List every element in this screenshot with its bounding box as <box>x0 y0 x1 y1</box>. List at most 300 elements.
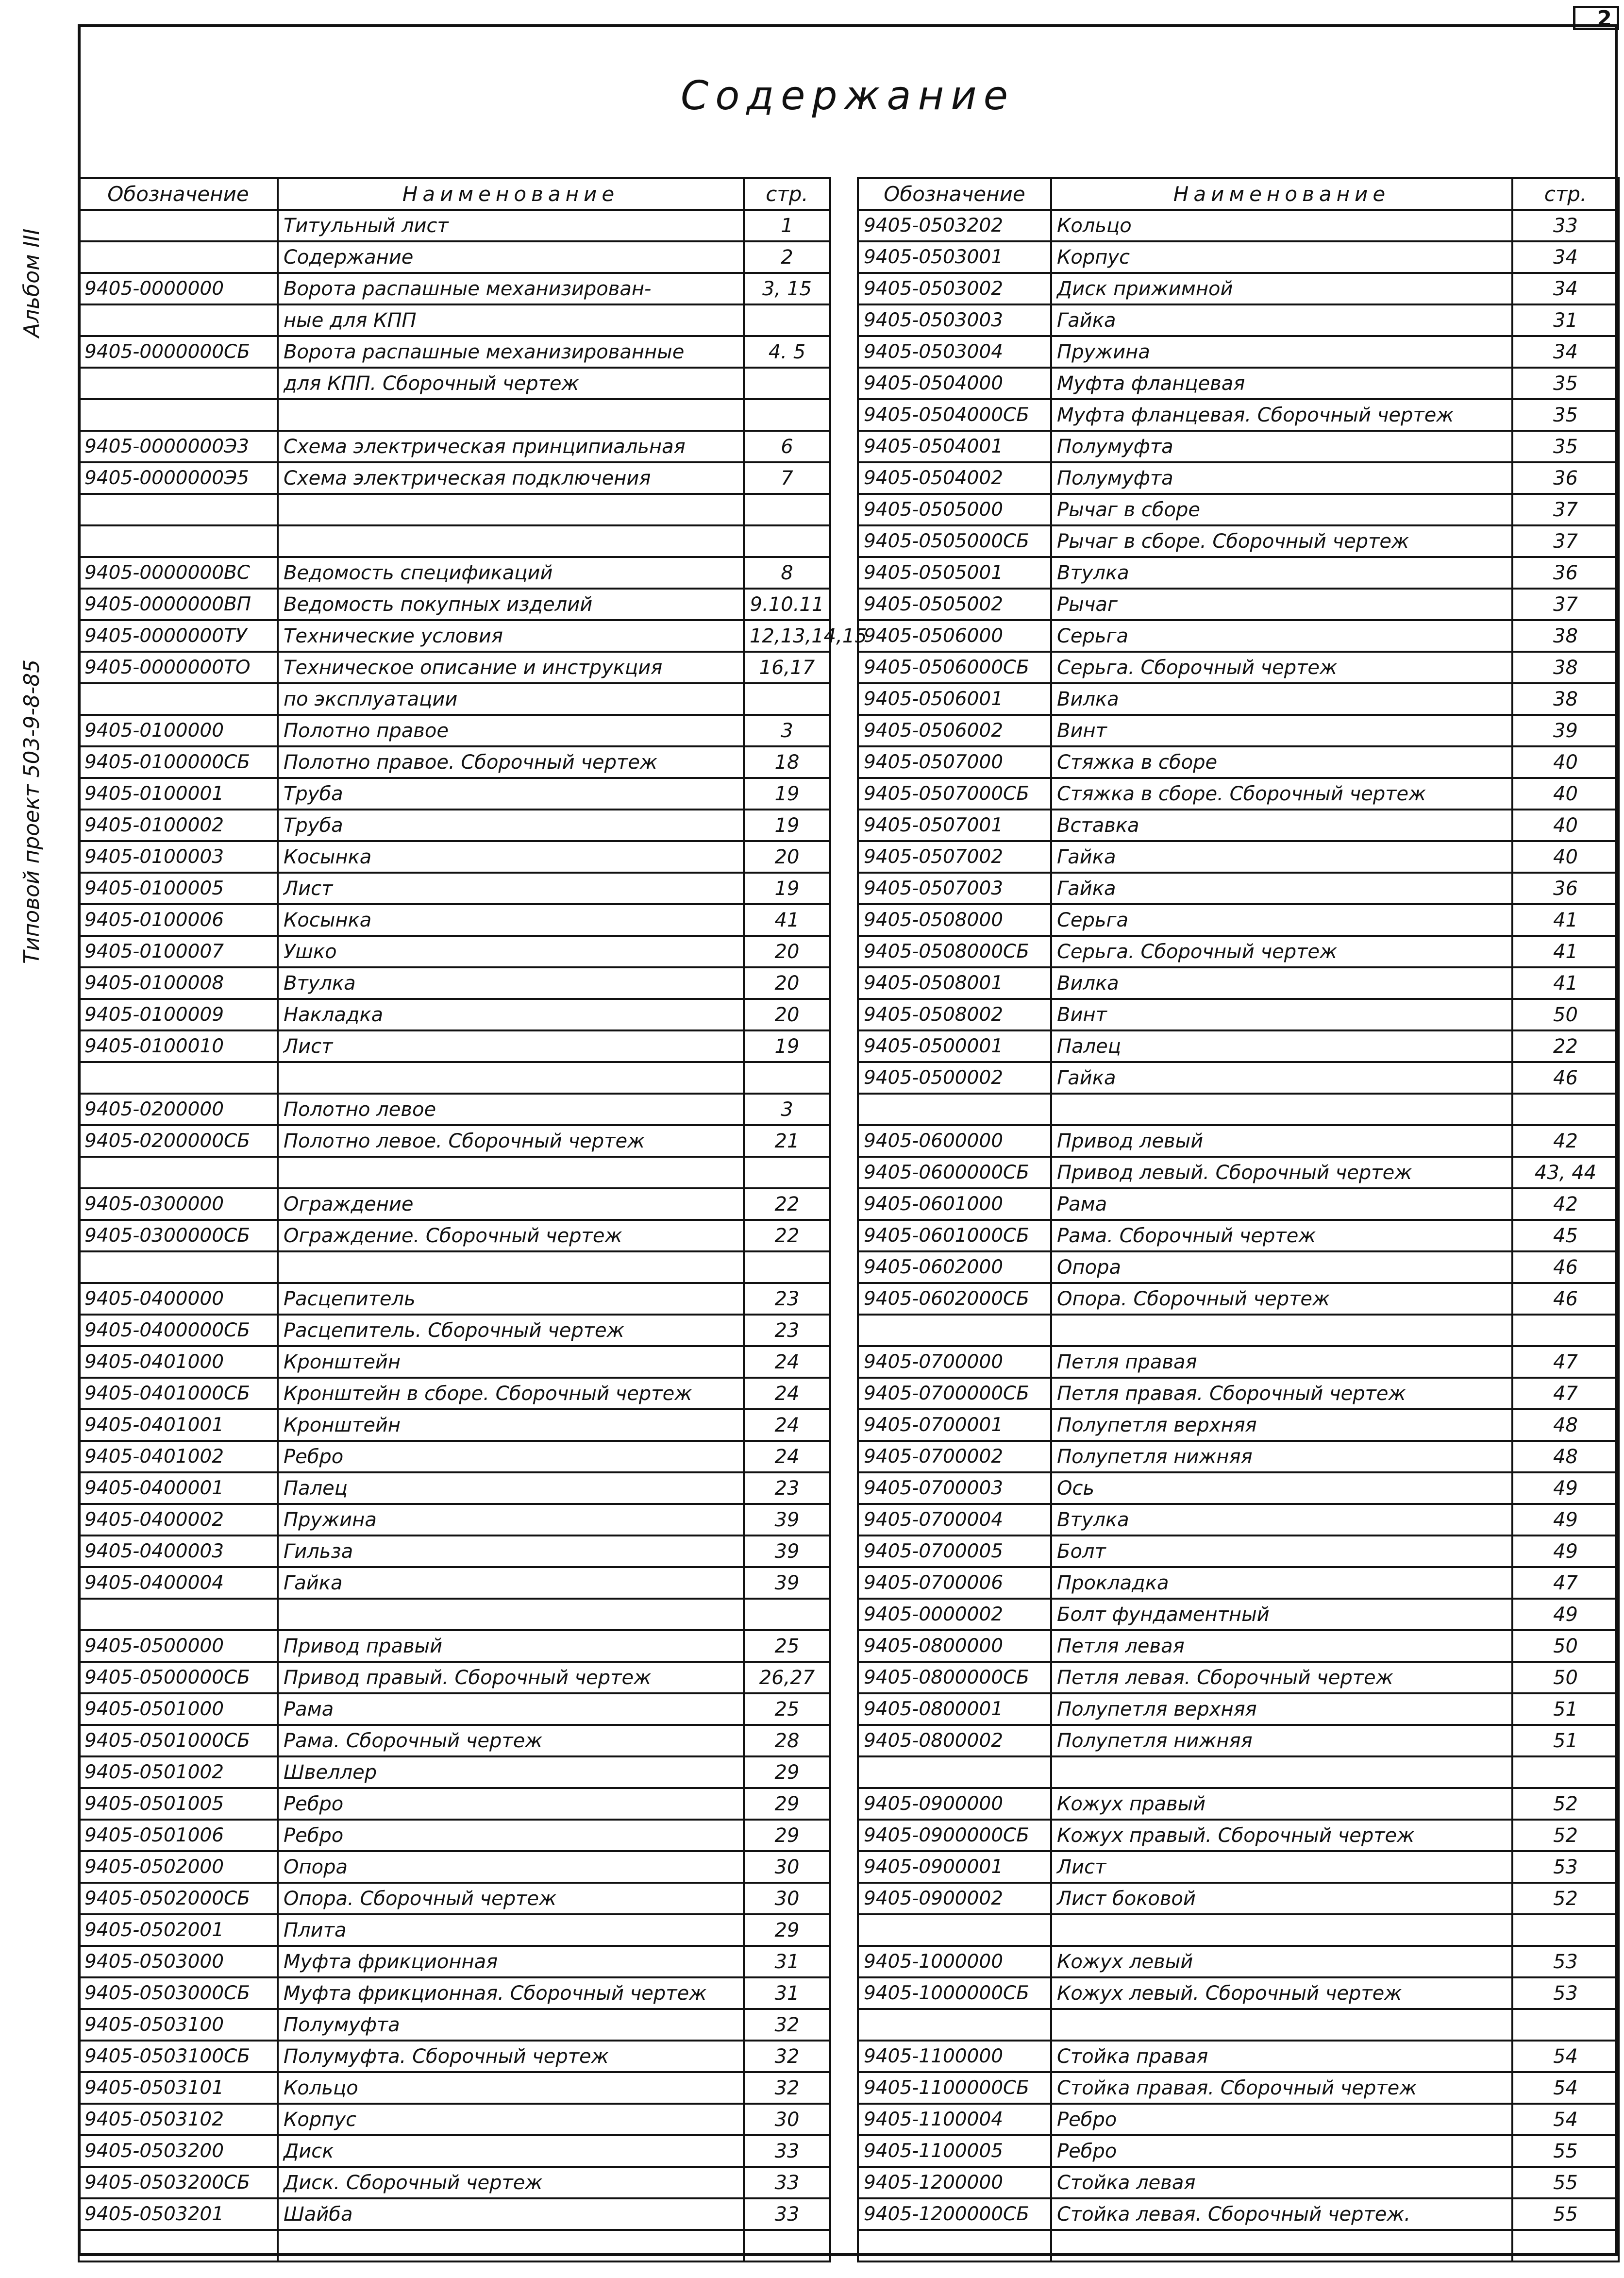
entry-code: 9405-0507000 <box>858 746 1051 778</box>
table-row <box>858 999 1619 1030</box>
entry-name: Гайка <box>1051 873 1512 904</box>
entry-page <box>744 1599 830 1630</box>
entry-name: Муфта фланцевая. Сборочный чертеж <box>1051 399 1512 431</box>
table-row <box>858 778 1619 810</box>
entry-page: 39 <box>1512 715 1619 746</box>
table-row <box>858 967 1619 999</box>
table-row <box>858 241 1619 273</box>
entry-code: 9405-0503201 <box>79 2198 278 2230</box>
entry-name: Петля правая <box>1051 1346 1512 1378</box>
entry-code: 9405-0503200 <box>79 2135 278 2167</box>
entry-code: 9405-0500000 <box>79 1630 278 1662</box>
entry-name: Корпус <box>1051 241 1512 273</box>
entry-page: 23 <box>744 1315 830 1346</box>
entry-name: Кронштейн <box>278 1346 744 1378</box>
table-row <box>858 936 1619 967</box>
table-row <box>79 1788 830 1820</box>
entry-code: 9405-0000000 <box>79 273 278 304</box>
table-row <box>79 2072 830 2104</box>
entry-name: Ограждение <box>278 1188 744 1220</box>
entry-code: 9405-0503003 <box>858 304 1051 336</box>
entry-code: 9405-0503101 <box>79 2072 278 2104</box>
entry-page: 30 <box>744 1851 830 1883</box>
entry-name: Кожух левый <box>1051 1946 1512 1977</box>
entry-page: 9.10.11 <box>744 589 830 620</box>
entry-page <box>744 399 830 431</box>
entry-code: 9405-0505000 <box>858 494 1051 525</box>
entry-name: Стяжка в сборе <box>1051 746 1512 778</box>
table-row <box>79 1378 830 1409</box>
table-row <box>79 1409 830 1441</box>
entry-page: 42 <box>1512 1188 1619 1220</box>
entry-code: 9405-0500001 <box>858 1030 1051 1062</box>
table-row <box>79 241 830 273</box>
entry-page: 55 <box>1512 2198 1619 2230</box>
entry-code: 9405-0507003 <box>858 873 1051 904</box>
entry-code: 9405-0502000 <box>79 1851 278 1883</box>
table-row <box>79 1251 830 1283</box>
entry-code: 9405-0506000 <box>858 620 1051 652</box>
entry-page: 52 <box>1512 1820 1619 1851</box>
entry-page: 51 <box>1512 1725 1619 1756</box>
entry-name: для КПП. Сборочный чертеж <box>278 368 744 399</box>
entry-page <box>1512 1756 1619 1788</box>
entry-page: 6 <box>744 431 830 462</box>
entry-code: 9405-0100005 <box>79 873 278 904</box>
entry-name <box>278 525 744 557</box>
entry-page: 19 <box>744 873 830 904</box>
entry-page <box>744 1251 830 1283</box>
entry-page: 29 <box>744 1914 830 1946</box>
table-row <box>858 1820 1619 1851</box>
table-row <box>858 873 1619 904</box>
entry-name: Схема электрическая принципиальная <box>278 431 744 462</box>
sheet-number: 2 <box>1597 6 1612 31</box>
entry-code: 9405-0501005 <box>79 1788 278 1820</box>
entry-code: 9405-0200000 <box>79 1094 278 1125</box>
entry-name: Стойка правая. Сборочный чертеж <box>1051 2072 1512 2104</box>
entry-code: 9405-0507001 <box>858 810 1051 841</box>
entry-name <box>1051 1094 1512 1125</box>
entry-code: 9405-0601000 <box>858 1188 1051 1220</box>
table-header-row <box>79 178 830 210</box>
entry-code: 9405-1100004 <box>858 2104 1051 2135</box>
entry-name: Лист <box>278 873 744 904</box>
table-row <box>858 1567 1619 1599</box>
entry-page <box>1512 1094 1619 1125</box>
entry-name <box>278 1599 744 1630</box>
table-row <box>79 1504 830 1536</box>
entry-page: 46 <box>1512 1062 1619 1094</box>
entry-code: 9405-0600000 <box>858 1125 1051 1157</box>
entry-name <box>278 1062 744 1094</box>
table-row <box>858 399 1619 431</box>
table-row <box>858 1662 1619 1693</box>
table-row <box>858 1946 1619 1977</box>
entry-name: Опора. Сборочный чертеж <box>278 1883 744 1914</box>
entry-page: 22 <box>1512 1030 1619 1062</box>
entry-page: 3 <box>744 1094 830 1125</box>
table-row <box>858 715 1619 746</box>
table-row <box>79 652 830 683</box>
entry-page: 40 <box>1512 841 1619 873</box>
entry-code <box>79 683 278 715</box>
entry-name: Накладка <box>278 999 744 1030</box>
table-row <box>79 2104 830 2135</box>
entry-code: 9405-0900000 <box>858 1788 1051 1820</box>
entry-code: 9405-0900000СБ <box>858 1820 1051 1851</box>
entry-code: 9405-0501002 <box>79 1756 278 1788</box>
entry-code: 9405-1100005 <box>858 2135 1051 2167</box>
table-row <box>79 1725 830 1756</box>
entry-code: 9405-0100009 <box>79 999 278 1030</box>
table-row <box>79 525 830 557</box>
entry-name: Ворота распашные механизированные <box>278 336 744 368</box>
entry-page: 53 <box>1512 1946 1619 1977</box>
entry-page: 32 <box>744 2041 830 2072</box>
table-row <box>858 683 1619 715</box>
entry-code: 9405-0100008 <box>79 967 278 999</box>
entry-code: 9405-0506002 <box>858 715 1051 746</box>
entry-page: 32 <box>744 2072 830 2104</box>
entry-code: 9405-0700004 <box>858 1504 1051 1536</box>
table-row <box>858 1599 1619 1630</box>
entry-code: 9405-0400000 <box>79 1283 278 1315</box>
entry-code: 9405-0503001 <box>858 241 1051 273</box>
entry-name: Полупетля нижняя <box>1051 1725 1512 1756</box>
entry-page: 18 <box>744 746 830 778</box>
entry-code: 9405-0800000 <box>858 1630 1051 1662</box>
table-row <box>858 1094 1619 1125</box>
entry-name: Ограждение. Сборочный чертеж <box>278 1220 744 1251</box>
entry-name: Труба <box>278 810 744 841</box>
entry-code: 9405-1200000СБ <box>858 2198 1051 2230</box>
entry-code: 9405-0800002 <box>858 1725 1051 1756</box>
entry-code: 9405-0602000 <box>858 1251 1051 1283</box>
entry-name: Ось <box>1051 1472 1512 1504</box>
entry-name: Полумуфта. Сборочный чертеж <box>278 2041 744 2072</box>
entry-name: Шайба <box>278 2198 744 2230</box>
entry-name: Швеллер <box>278 1756 744 1788</box>
entry-page: 12,13,14,15 <box>744 620 830 652</box>
entry-name: Рычаг в сборе. Сборочный чертеж <box>1051 525 1512 557</box>
table-row <box>858 368 1619 399</box>
table-row <box>858 1062 1619 1094</box>
entry-page: 30 <box>744 1883 830 1914</box>
entry-code: 9405-0505001 <box>858 557 1051 589</box>
entry-code: 9405-0900001 <box>858 1851 1051 1883</box>
entry-name: Рама. Сборочный чертеж <box>1051 1220 1512 1251</box>
entry-name: Вилка <box>1051 967 1512 999</box>
entry-name: Техническое описание и инструкция <box>278 652 744 683</box>
entry-page: 23 <box>744 1472 830 1504</box>
entry-page: 39 <box>744 1567 830 1599</box>
entry-name: ные для КПП <box>278 304 744 336</box>
entry-name: Диск прижимной <box>1051 273 1512 304</box>
entry-name <box>1051 2230 1512 2261</box>
table-row <box>858 2230 1619 2261</box>
table-row <box>858 1157 1619 1188</box>
entry-page: 46 <box>1512 1283 1619 1315</box>
entry-name: Гайка <box>1051 841 1512 873</box>
entry-code: 9405-0000000ВС <box>79 557 278 589</box>
table-row <box>858 431 1619 462</box>
table-row <box>79 1567 830 1599</box>
entry-page: 36 <box>1512 462 1619 494</box>
entry-code: 9405-0401002 <box>79 1441 278 1472</box>
entry-code: 9405-0000002 <box>858 1599 1051 1630</box>
table-row <box>79 1883 830 1914</box>
entry-page: 1 <box>744 210 830 241</box>
table-row <box>79 557 830 589</box>
entry-code: 9405-0700000СБ <box>858 1378 1051 1409</box>
table-row <box>858 1188 1619 1220</box>
entry-name <box>278 399 744 431</box>
entry-code: 9405-0503004 <box>858 336 1051 368</box>
entry-page: 46 <box>1512 1251 1619 1283</box>
entry-name: Кожух правый. Сборочный чертеж <box>1051 1820 1512 1851</box>
entry-name: Лист <box>278 1030 744 1062</box>
entry-name: Муфта фрикционная. Сборочный чертеж <box>278 1977 744 2009</box>
entry-name: Втулка <box>278 967 744 999</box>
entry-code: 9405-0400004 <box>79 1567 278 1599</box>
header-code: Обозначение <box>79 178 278 210</box>
entry-page: 55 <box>1512 2167 1619 2198</box>
table-row <box>858 1378 1619 1409</box>
entry-name: Петля правая. Сборочный чертеж <box>1051 1378 1512 1409</box>
entry-code: 9405-0500002 <box>858 1062 1051 1094</box>
table-row <box>79 873 830 904</box>
entry-page: 3 <box>744 715 830 746</box>
table-row <box>79 1693 830 1725</box>
entry-code: 9405-0501000СБ <box>79 1725 278 1756</box>
entry-name: Винт <box>1051 999 1512 1030</box>
entry-name: Лист боковой <box>1051 1883 1512 1914</box>
entry-name: Рама <box>278 1693 744 1725</box>
table-row <box>858 2198 1619 2230</box>
entry-name <box>1051 1914 1512 1946</box>
entry-name: Полотно левое. Сборочный чертеж <box>278 1125 744 1157</box>
entry-page: 19 <box>744 810 830 841</box>
table-row <box>858 2041 1619 2072</box>
album-label: Альбом III <box>19 228 44 337</box>
entry-name: Ребро <box>1051 2104 1512 2135</box>
table-row <box>79 1157 830 1188</box>
entry-code <box>79 368 278 399</box>
entry-page: 16,17 <box>744 652 830 683</box>
entry-page: 49 <box>1512 1599 1619 1630</box>
entry-name: Винт <box>1051 715 1512 746</box>
table-header-row <box>858 178 1619 210</box>
table-row <box>858 1630 1619 1662</box>
table-row <box>79 936 830 967</box>
entry-name: Технические условия <box>278 620 744 652</box>
entry-name: Ушко <box>278 936 744 967</box>
entry-name <box>278 2230 744 2261</box>
entry-name: Ребро <box>278 1820 744 1851</box>
entry-name: Болт фундаментный <box>1051 1599 1512 1630</box>
entry-code: 9405-0400000СБ <box>79 1315 278 1346</box>
entry-code: 9405-0800001 <box>858 1693 1051 1725</box>
entry-page: 38 <box>1512 652 1619 683</box>
entry-page <box>744 494 830 525</box>
entry-code: 9405-0100000 <box>79 715 278 746</box>
entry-name: Стяжка в сборе. Сборочный чертеж <box>1051 778 1512 810</box>
entry-name: Рычаг <box>1051 589 1512 620</box>
entry-name: Пружина <box>278 1504 744 1536</box>
table-row <box>79 683 830 715</box>
entry-page <box>744 1062 830 1094</box>
entry-name: Палец <box>278 1472 744 1504</box>
entry-name: Содержание <box>278 241 744 273</box>
table-row <box>858 746 1619 778</box>
table-row <box>858 1851 1619 1883</box>
entry-code: 9405-0503000 <box>79 1946 278 1977</box>
table-row <box>858 1283 1619 1315</box>
entry-code <box>79 1251 278 1283</box>
entry-page: 24 <box>744 1409 830 1441</box>
entry-page: 39 <box>744 1504 830 1536</box>
entry-name: Ребро <box>278 1788 744 1820</box>
table-row <box>79 210 830 241</box>
entry-page: 37 <box>1512 589 1619 620</box>
entry-code: 9405-0505000СБ <box>858 525 1051 557</box>
entry-code: 9405-0502001 <box>79 1914 278 1946</box>
entry-page: 33 <box>1512 210 1619 241</box>
header-page: стр. <box>744 178 830 210</box>
header-name: Наименование <box>1051 178 1512 210</box>
table-row <box>858 1536 1619 1567</box>
entry-page: 25 <box>744 1693 830 1725</box>
entry-page: 34 <box>1512 241 1619 273</box>
entry-code: 9405-0500000СБ <box>79 1662 278 1693</box>
entry-page: 47 <box>1512 1378 1619 1409</box>
table-row <box>858 1788 1619 1820</box>
entry-page: 25 <box>744 1630 830 1662</box>
entry-code: 9405-0602000СБ <box>858 1283 1051 1315</box>
table-row <box>79 1756 830 1788</box>
entry-name: Петля левая <box>1051 1630 1512 1662</box>
entry-name: Серьга <box>1051 904 1512 936</box>
entry-code: 9405-0503202 <box>858 210 1051 241</box>
entry-code <box>858 2230 1051 2261</box>
entry-code: 9405-0504002 <box>858 462 1051 494</box>
entry-name: Ребро <box>278 1441 744 1472</box>
entry-code: 9405-0800000СБ <box>858 1662 1051 1693</box>
entry-code: 9405-1000000СБ <box>858 1977 1051 2009</box>
table-row <box>79 1977 830 2009</box>
entry-page: 33 <box>744 2198 830 2230</box>
entry-page: 30 <box>744 2104 830 2135</box>
table-row <box>79 715 830 746</box>
entry-page <box>744 304 830 336</box>
contents-table-right <box>857 177 1620 2262</box>
table-row <box>79 304 830 336</box>
entry-page: 47 <box>1512 1567 1619 1599</box>
table-row <box>858 1756 1619 1788</box>
entry-code <box>79 2230 278 2261</box>
entry-code: 9405-0401000 <box>79 1346 278 1378</box>
entry-name: Лист <box>1051 1851 1512 1883</box>
entry-code: 9405-0100000СБ <box>79 746 278 778</box>
entry-page: 19 <box>744 1030 830 1062</box>
entry-name: Привод левый. Сборочный чертеж <box>1051 1157 1512 1188</box>
table-row <box>79 368 830 399</box>
entry-name: по эксплуатации <box>278 683 744 715</box>
entry-name: Опора <box>1051 1251 1512 1283</box>
entry-page: 50 <box>1512 999 1619 1030</box>
entry-page: 20 <box>744 999 830 1030</box>
entry-page <box>1512 1315 1619 1346</box>
table-row <box>79 841 830 873</box>
entry-name: Болт <box>1051 1536 1512 1567</box>
table-row <box>858 1725 1619 1756</box>
table-row <box>79 2198 830 2230</box>
entry-name: Кожух левый. Сборочный чертеж <box>1051 1977 1512 2009</box>
entry-code <box>79 525 278 557</box>
entry-code: 9405-0100007 <box>79 936 278 967</box>
entry-name: Рама <box>1051 1188 1512 1220</box>
entry-name: Муфта фрикционная <box>278 1946 744 1977</box>
table-row <box>858 1220 1619 1251</box>
entry-page: 3, 15 <box>744 273 830 304</box>
entry-page: 35 <box>1512 399 1619 431</box>
table-row <box>858 2104 1619 2135</box>
entry-page: 24 <box>744 1346 830 1378</box>
table-row <box>858 1315 1619 1346</box>
table-row <box>79 999 830 1030</box>
entry-page: 7 <box>744 462 830 494</box>
entry-code <box>79 1157 278 1188</box>
entry-page: 41 <box>1512 967 1619 999</box>
table-row <box>858 2167 1619 2198</box>
entry-page: 35 <box>1512 368 1619 399</box>
entry-page: 31 <box>744 1977 830 2009</box>
entry-code <box>858 2009 1051 2041</box>
page-title: Содержание <box>680 73 1015 119</box>
entry-name: Привод левый <box>1051 1125 1512 1157</box>
entry-name: Кольцо <box>1051 210 1512 241</box>
table-row <box>79 1914 830 1946</box>
entry-code: 9405-0100003 <box>79 841 278 873</box>
table-row <box>858 810 1619 841</box>
entry-code: 9405-0508000 <box>858 904 1051 936</box>
table-row <box>79 1536 830 1567</box>
entry-page: 2 <box>744 241 830 273</box>
entry-page: 53 <box>1512 1851 1619 1883</box>
header-page: стр. <box>1512 178 1619 210</box>
entry-name: Ведомость спецификаций <box>278 557 744 589</box>
table-row <box>858 1914 1619 1946</box>
entry-name: Полотно правое <box>278 715 744 746</box>
entry-name: Рама. Сборочный чертеж <box>278 1725 744 1756</box>
entry-name <box>1051 1756 1512 1788</box>
entry-page: 54 <box>1512 2072 1619 2104</box>
entry-code: 9405-0700003 <box>858 1472 1051 1504</box>
entry-page: 49 <box>1512 1504 1619 1536</box>
entry-code <box>79 241 278 273</box>
entry-page: 47 <box>1512 1346 1619 1378</box>
table-row <box>79 620 830 652</box>
table-row <box>79 1441 830 1472</box>
entry-code <box>858 1756 1051 1788</box>
table-row <box>858 589 1619 620</box>
entry-code <box>79 494 278 525</box>
entry-name: Диск <box>278 2135 744 2167</box>
entry-name: Кольцо <box>278 2072 744 2104</box>
entry-name: Палец <box>1051 1030 1512 1062</box>
entry-page: 54 <box>1512 2041 1619 2072</box>
